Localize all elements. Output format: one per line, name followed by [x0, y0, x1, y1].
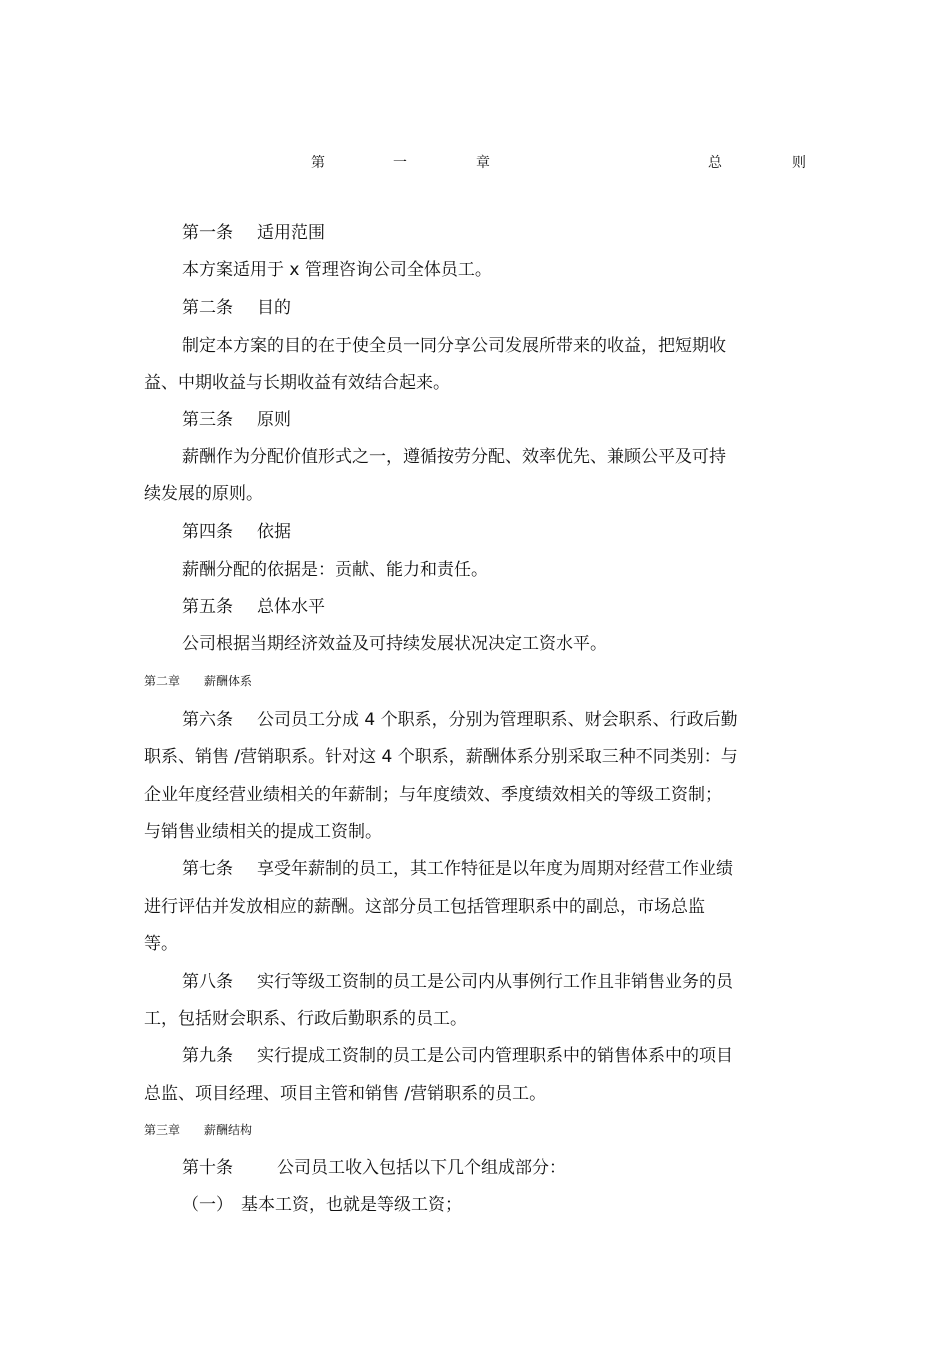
- article-label: 第八条: [182, 972, 233, 992]
- chapter1-title-char: 第: [311, 155, 325, 171]
- article-text: 企业年度经营业绩相关的年薪制；与年度绩效、季度绩效相关的等级工资制；: [144, 785, 722, 805]
- article-text: 第六条 公司员工分成 4 个职系，分别为管理职系、财会职系、行政后勤: [182, 710, 738, 730]
- article-label: 第七条: [182, 859, 233, 879]
- article-text: 第十条 公司员工收入包括以下几个组成部分：: [182, 1158, 566, 1178]
- chapter1-title-char: 一: [393, 155, 407, 171]
- article-text: 制定本方案的目的在于使全员一同分享公司发展所带来的收益，把短期收: [182, 336, 726, 356]
- article-label: 第一条: [182, 223, 233, 243]
- article-text: 等。: [144, 934, 178, 954]
- article-text: 薪酬作为分配价值形式之一，遵循按劳分配、效率优先、兼顾公平及可持: [182, 447, 726, 467]
- article-label: 第五条: [182, 597, 233, 617]
- list-item: [182, 1194, 462, 1216]
- article-text: 工，包括财会职系、行政后勤职系的员工。: [144, 1009, 467, 1029]
- article-label: 第二条: [182, 298, 233, 318]
- article-text: 公司根据当期经济效益及可持续发展状况决定工资水平。: [182, 634, 607, 654]
- article-text: 薪酬分配的依据是：贡献、能力和责任。: [182, 560, 488, 580]
- article-text: 总监、项目经理、项目主管和销售 /营销职系的员工。: [144, 1084, 547, 1104]
- article-heading: [182, 297, 291, 319]
- article-heading: [182, 521, 291, 543]
- article-label: 第六条: [182, 710, 233, 730]
- chapter1-title-char: 总: [708, 155, 722, 171]
- article-title: 总体水平: [257, 597, 325, 617]
- article-label: 第四条: [182, 522, 233, 542]
- article-heading: [182, 222, 325, 244]
- article-label: 第十条: [182, 1158, 233, 1178]
- chapter-heading: [144, 673, 252, 689]
- article-title: 依据: [257, 522, 291, 542]
- article-text: 第九条 实行提成工资制的员工是公司内管理职系中的销售体系中的项目: [182, 1046, 733, 1066]
- article-label: 第九条: [182, 1046, 233, 1066]
- article-heading: [182, 409, 291, 431]
- article-text: 与销售业绩相关的提成工资制。: [144, 822, 382, 842]
- list-item-label: （一）: [182, 1195, 233, 1215]
- article-title: 适用范围: [257, 223, 325, 243]
- article-title: 原则: [257, 410, 291, 430]
- article-text: 益、中期收益与长期收益有效结合起来。: [144, 373, 450, 393]
- article-text: 第八条 实行等级工资制的员工是公司内从事例行工作且非销售业务的员: [182, 972, 733, 992]
- chapter-heading: [144, 1122, 252, 1138]
- article-title: 目的: [257, 298, 291, 318]
- article-text: 本方案适用于 x 管理咨询公司全体员工。: [182, 260, 492, 280]
- chapter-title: 薪酬结构: [204, 1123, 253, 1137]
- list-item-text: 基本工资，也就是等级工资；: [241, 1195, 462, 1215]
- article-label: 第三条: [182, 410, 233, 430]
- article-text: 第七条 享受年薪制的员工，其工作特征是以年度为周期对经营工作业绩: [182, 859, 733, 879]
- chapter1-title-char: 则: [792, 155, 806, 171]
- article-text: 职系、销售 /营销职系。针对这 4 个职系，薪酬体系分别采取三种不同类别：与: [144, 747, 738, 767]
- chapter-title: 薪酬体系: [204, 674, 253, 688]
- chapter1-title-char: 章: [476, 155, 490, 171]
- chapter-label: 第二章: [144, 674, 181, 688]
- article-text: 续发展的原则。: [144, 484, 263, 504]
- chapter-label: 第三章: [144, 1123, 181, 1137]
- article-heading: [182, 596, 325, 618]
- article-text: 进行评估并发放相应的薪酬。这部分员工包括管理职系中的副总，市场总监: [144, 897, 705, 917]
